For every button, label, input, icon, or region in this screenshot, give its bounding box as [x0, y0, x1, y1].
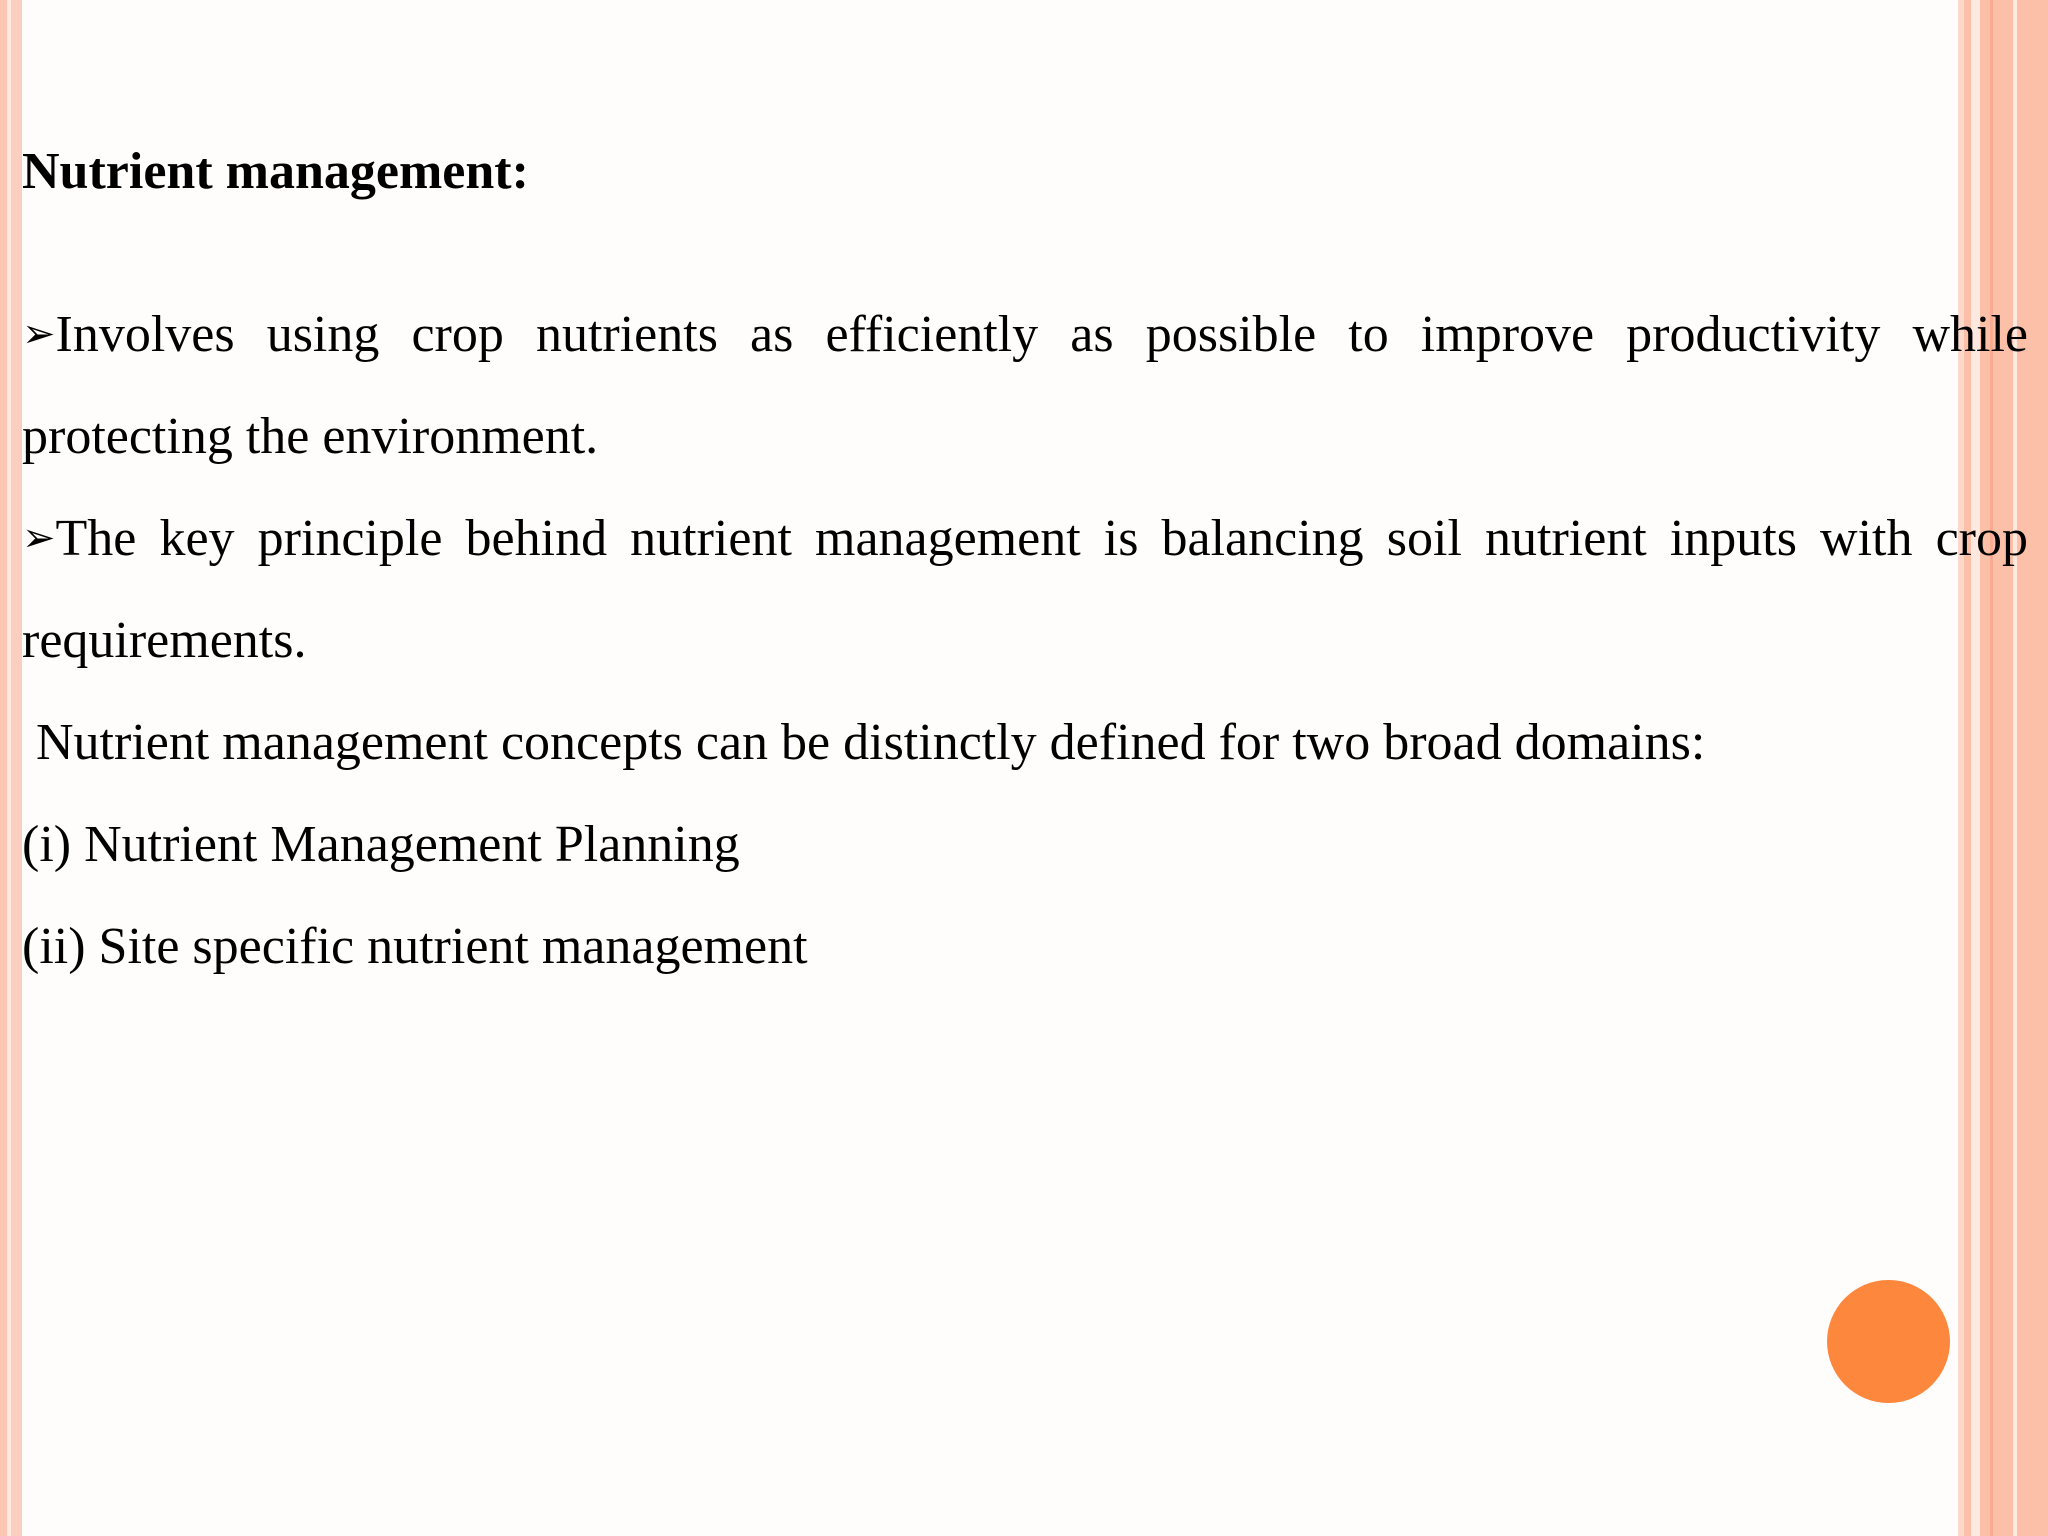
slide-heading: Nutrient management: — [22, 143, 529, 200]
bullet-paragraph — [22, 283, 2028, 488]
bullet-paragraph — [22, 487, 2028, 692]
right-border-stripe — [1964, 0, 1971, 1536]
arrowhead-bullet-icon: ➢ — [22, 515, 56, 561]
arrowhead-bullet-icon: ➢ — [22, 311, 56, 357]
right-border-stripe — [1980, 0, 1990, 1536]
bullet-text: The key principle behind nutrient management is balancing soil nutrient inputs with crop requirements. — [22, 510, 2028, 669]
right-border-stripe — [2017, 0, 2048, 1536]
right-border-stripe — [1971, 0, 1980, 1536]
right-border-stripe — [1993, 0, 2013, 1536]
list-item: (i) Nutrient Management Planning — [22, 816, 740, 873]
bullet-text: Involves using crop nutrients as efficiently as possible to improve productivity while protecting the environment. — [22, 306, 2028, 465]
list-item: (ii) Site specific nutrient management — [22, 918, 808, 975]
left-border-stripe — [0, 0, 7, 1536]
left-border-stripe — [11, 0, 22, 1536]
orange-circle-icon — [1827, 1280, 1950, 1403]
intro-line: Nutrient management concepts can be distinctly defined for two broad domains: — [36, 714, 1706, 771]
